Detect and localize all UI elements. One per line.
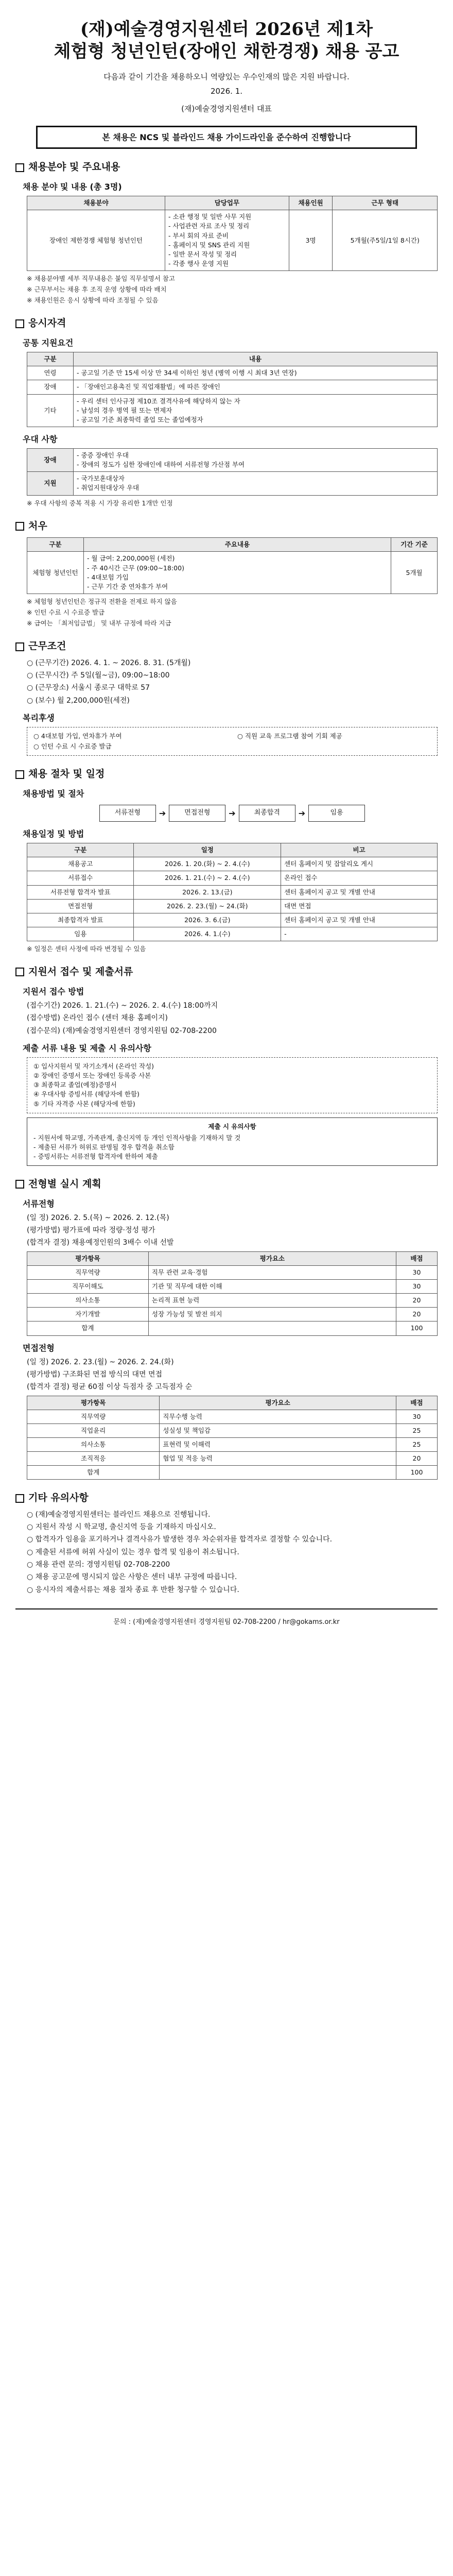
table-cell: 20 [396,1308,438,1321]
note: ※ 급여는 「최저임금법」 및 내부 규정에 따라 지급 [27,619,171,628]
table-cell: - 월 급여: 2,200,000원 (세전) - 주 40시간 근무 (09:00~18:00) - 4대보험 가입 - 근무 기간 중 연차휴가 부여 [84,552,391,594]
table-cell: - 공고일 기준 만 15세 이상 만 34세 이하인 청년 (병역 이행 시 최대 3년 연장) [74,366,438,380]
note: ※ 일정은 센터 사정에 따라 변경될 수 있음 [27,945,146,953]
table-cell-field: 장애인 제한경쟁 체험형 청년인턴 [27,210,165,271]
table-row [27,1321,438,1335]
section-heading-7: 기타 유의사항 [15,1491,438,1505]
table-cell: 의사소통 [27,1294,149,1308]
schedule-table [27,843,438,941]
table-cell: 2026. 3. 6.(금) [134,913,281,927]
footer-contact: 문의 : (재)예술경영지원센터 경영지원팀 02-708-2200 / hr@gokams.or.kr [113,1618,340,1626]
table-header: 내용 [74,352,438,366]
table-cell: 직무수행 능력 [160,1410,396,1423]
footer [15,1608,438,1628]
table-cell: 직무 관련 교육·경험 [148,1265,396,1279]
table-cell: 30 [396,1265,438,1279]
table-cell: 2026. 2. 23.(월) ~ 24.(화) [134,899,281,913]
table-cell: 직무역량 [27,1410,160,1423]
table-cell: 지원 [27,472,74,495]
table-cell: - 중증 장애인 우대 - 장애의 정도가 심한 장애인에 대하여 서류전형 가산점 부여 [74,449,438,472]
table-cell: 25 [396,1437,438,1451]
table-header: 채용인원 [289,196,333,210]
section-heading-work-conditions: 근무조건 [15,639,438,654]
table-cell-type: 5개월(주5일/1일 8시간) [333,210,438,271]
table-cell: 센터 홈페이지 공고 및 개별 안내 [281,885,438,899]
table-cell: 100 [396,1466,438,1480]
table-header: 근무 형태 [333,196,438,210]
table-header: 구분 [27,843,134,857]
duty-item: - 사업관련 자료 조사 및 정리 [168,222,250,230]
arrow-right-icon: ➔ [159,808,166,818]
table-row [27,913,438,927]
square-bullet-icon [15,319,24,328]
document-item: ④ 우대사항 증빙서류 (해당자에 한함) [33,1090,140,1098]
application-info: (접수기간) 2026. 1. 21.(수) ~ 2026. 2. 4.(수) 18:00까지 [27,1001,218,1010]
subheading: 복리후생 [23,713,55,723]
subheading: 채용 분야 및 내용 (총 3명) [23,181,122,192]
table-cell: 25 [396,1423,438,1437]
table-row [27,927,438,941]
table-row [27,1466,438,1480]
subheading: 채용일정 및 방법 [23,829,84,839]
square-bullet-icon [15,968,24,976]
table-header: 구분 [27,352,74,366]
table-cell: 장애 [27,449,74,472]
duty-item: - 홈페이지 및 SNS 관리 지원 [168,241,250,249]
table-cell: 2026. 1. 20.(화) ~ 2. 4.(수) [134,857,281,871]
table-cell-count: 3명 [289,210,333,271]
note: ※ 인턴 수료 시 수료증 발급 [27,608,105,617]
interview-info: (일 정) 2026. 2. 23.(월) ~ 2026. 2. 24.(화) [27,1358,174,1366]
table-row [27,1308,438,1321]
table-cell: 성실성 및 책임감 [160,1423,396,1437]
table-header: 비고 [281,843,438,857]
table-cell: 채용공고 [27,857,134,871]
interview-info: (합격자 결정) 평균 60점 이상 득점자 중 고득점자 순 [27,1383,193,1392]
screening-info: (평가방법) 평가표에 따라 정량·정성 평가 [27,1226,155,1235]
square-bullet-icon [15,642,24,651]
work-condition-item: ○ (근무장소) 서울시 종로구 대학로 57 [27,684,150,692]
arrow-right-icon: ➔ [298,808,306,818]
table-cell: 30 [396,1280,438,1294]
duty-item: - 일반 문서 작성 및 정리 [168,250,237,258]
note: ※ 체험형 청년인턴은 정규직 전환을 전제로 하지 않음 [27,597,177,605]
note: ※ 채용분야별 세부 직무내용은 붙임 직무설명서 참고 [27,275,175,283]
table-row [27,885,438,899]
subheading: 서류전형 [23,1198,55,1209]
table-header: 평가요소 [148,1251,396,1265]
table-cell: 최종합격자 발표 [27,913,134,927]
square-bullet-icon [15,522,24,531]
other-note: ○ (재)예술경영지원센터는 블라인드 채용으로 진행됩니다. [27,1510,211,1519]
table-cell: 의사소통 [27,1437,160,1451]
table-cell: - 「장애인고용촉진 및 직업재활법」에 따른 장애인 [74,380,438,394]
document-item: ⑤ 기타 자격증 사본 (해당자에 한함) [33,1099,135,1108]
table-cell: 5개월 [391,552,438,594]
benefits-box [27,727,438,756]
table-header: 구분 [27,538,84,552]
table-cell: 2026. 1. 21.(수) ~ 2. 4.(수) [134,871,281,885]
table-cell: 서류전형 합격자 발표 [27,885,134,899]
table-cell: 조직적응 [27,1452,160,1466]
table-cell: 센터 홈페이지 및 잡알리오 게시 [281,857,438,871]
table-cell: 표현력 및 이해력 [160,1437,396,1451]
title-line-1: (재)예술경영지원센터 2026년 제1차 [80,19,373,40]
other-note: ○ 응시자의 제출서류는 채용 절차 종료 후 반환 청구할 수 있습니다. [27,1585,239,1594]
flow-step: 면접전형 [169,805,225,822]
table-row [27,899,438,913]
duty-item: - 부서 회의 자료 준비 [168,231,229,240]
table-cell: 연령 [27,366,74,380]
other-note: ○ 합격자가 임용을 포기하거나 결격사유가 발생한 경우 차순위자를 합격자로 결정할 수 있습니다. [27,1535,333,1544]
flow-step: 임용 [308,805,365,822]
interview-info: (평가방법) 구조화된 면접 방식의 대면 면접 [27,1370,163,1379]
table-header: 기간 기준 [391,538,438,552]
work-condition-item: ○ (보수) 월 2,200,000원(세전) [27,696,130,705]
table-cell: 기타 [27,394,74,427]
table-cell: 직무이해도 [27,1280,149,1294]
document-item: ① 입사지원서 및 자기소개서 (온라인 작성) [33,1062,154,1071]
section-heading-2: 응시자격 [15,316,438,331]
square-bullet-icon [15,163,24,172]
application-info: (접수문의) (재)예술경영지원센터 경영지원팀 02-708-2200 [27,1026,217,1035]
table-cell: 협업 및 적응 능력 [160,1452,396,1466]
table-header: 평가항목 [27,1251,149,1265]
table-cell: 30 [396,1410,438,1423]
section-heading-5: 지원서 접수 및 제출서류 [15,965,438,979]
square-bullet-icon [15,1494,24,1503]
ncs-notice-box: 본 채용은 NCS 및 블라인드 채용 가이드라인을 준수하여 진행합니다 [36,126,417,149]
table-cell: 직업윤리 [27,1423,160,1437]
compensation-table [27,537,438,594]
table-cell: 장애 [27,380,74,394]
table-header: 평가항목 [27,1396,160,1410]
documents-box [27,1057,438,1113]
table-cell: 100 [396,1321,438,1335]
screening-info: (일 정) 2026. 2. 5.(목) ~ 2026. 2. 12.(목) [27,1213,169,1222]
subheading: 채용방법 및 절차 [23,788,84,799]
table-row [27,1265,438,1279]
table-cell: 임용 [27,927,134,941]
document-screening-table [27,1251,438,1336]
table-header: 배점 [396,1251,438,1265]
table-cell [160,1466,396,1480]
table-cell: 체험형 청년인턴 [27,552,84,594]
table-cell: 성장 가능성 및 발전 의지 [148,1308,396,1321]
document-item: ② 장애인 증명서 또는 장애인 등록증 사본 [33,1072,151,1080]
square-bullet-icon [15,770,24,779]
work-condition-item: ○ (근무기간) 2026. 4. 1. ~ 2026. 8. 31. (5개월) [27,658,191,667]
section-heading-3: 처우 [15,519,438,534]
table-cell: 직무역량 [27,1265,149,1279]
table-cell: 2026. 4. 1.(수) [134,927,281,941]
table-header: 담당업무 [165,196,289,210]
table-cell: 자기개발 [27,1308,149,1321]
table-cell: 논리적 표현 능력 [148,1294,396,1308]
table-row [27,1452,438,1466]
table-row [27,1294,438,1308]
other-note: ○ 지원서 작성 시 학교명, 출신지역 등을 기재하지 마십시오. [27,1523,216,1532]
interview-table [27,1396,438,1480]
application-info: (접수방법) 온라인 접수 (센터 채용 홈페이지) [27,1014,168,1023]
duty-item: - 각종 행사 운영 지원 [168,259,229,267]
notice-date: 2026. 1. [210,86,243,96]
table-cell: 면접전형 [27,899,134,913]
document-item: ③ 최종학교 졸업(예정)증명서 [33,1081,117,1089]
submission-caution-box [27,1117,438,1166]
other-note: ○ 채용 관련 문의: 경영지원팀 02-708-2200 [27,1561,170,1569]
table-cell [148,1321,396,1335]
table-row [27,857,438,871]
table-row [27,1423,438,1437]
title-line-2: 체험형 청년인턴(장애인 채한경쟁) 채용 공고 [54,41,399,62]
screening-info: (합격자 결정) 채용예정인원의 3배수 이내 선발 [27,1239,174,1247]
other-note: ○ 제출된 서류에 허위 사실이 있는 경우 합격 및 임용이 취소됩니다. [27,1548,239,1556]
table-cell: 대면 면접 [281,899,438,913]
subheading: 우대 사항 [23,434,58,444]
table-header: 채용분야 [27,196,165,210]
caution-item: - 증빙서류는 서류전형 합격자에 한하여 제출 [33,1153,158,1161]
eligibility-table [27,352,438,427]
table-cell: 20 [396,1294,438,1308]
recruitment-field-table [27,196,438,271]
organization-name: (재)예술경영지원센터 대표 [181,104,272,113]
table-cell: 합계 [27,1321,149,1335]
table-row [27,1280,438,1294]
table-cell: 20 [396,1452,438,1466]
section-heading-4: 채용 절차 및 일정 [15,767,438,782]
note: ※ 우대 사항의 중복 적용 시 가장 유리한 1개만 인정 [27,499,173,507]
note: ※ 채용인원은 응시 상황에 따라 조정될 수 있음 [27,296,159,304]
section-heading-6: 전형별 실시 계획 [15,1177,438,1192]
table-cell: - [281,927,438,941]
table-header: 배점 [396,1396,438,1410]
table-header: 평가요소 [160,1396,396,1410]
caution-item: - 제출된 서류가 허위로 판명될 경우 합격을 취소함 [33,1143,175,1151]
table-cell-duties [165,210,289,271]
process-flow [27,805,438,822]
note: ※ 근무부서는 채용 후 조직 운영 상황에 따라 배치 [27,285,167,294]
section-heading-1: 채용분야 및 주요내용 [15,160,438,175]
caution-heading: 제출 시 유의사항 [208,1122,256,1130]
subheading: 면접전형 [23,1343,55,1353]
square-bullet-icon [15,1180,24,1189]
subheading: 공통 지원요건 [23,337,74,348]
table-cell: 센터 홈페이지 공고 및 개별 안내 [281,913,438,927]
table-row [27,1437,438,1451]
table-cell: - 국가보훈대상자 - 취업지원대상자 우대 [74,472,438,495]
table-header: 일정 [134,843,281,857]
table-cell: 합계 [27,1466,160,1480]
table-row [27,1410,438,1423]
table-cell: 기관 및 직무에 대한 이해 [148,1280,396,1294]
benefit-item: ○ 직원 교육 프로그램 참여 기회 제공 [237,732,342,740]
intro-text: 다음과 같이 기간을 채용하오니 역량있는 우수인재의 많은 지원 바랍니다. [103,72,350,81]
table-cell: - 우리 센터 인사규정 제10조 결격사유에 해당하지 않는 자 - 남성의 경우 병역 필 또는 면제자 - 공고일 기준 최종학력 졸업 또는 졸업예정자 [74,394,438,427]
benefit-item: ○ 인턴 수료 시 수료증 발급 [33,742,112,751]
table-cell: 2026. 2. 13.(금) [134,885,281,899]
benefit-item: ○ 4대보험 가입, 연차휴가 부여 [33,732,122,740]
flow-step: 최종합격 [239,805,295,822]
page-title [15,19,438,62]
subheading: 제출 서류 내용 및 제출 시 유의사항 [23,1043,151,1053]
duty-item: - 소관 행정 및 일반 사무 지원 [168,213,252,221]
table-cell: 온라인 접수 [281,871,438,885]
table-row [27,871,438,885]
preference-table [27,448,438,496]
other-note: ○ 채용 공고문에 명시되지 않은 사항은 센터 내부 규정에 따릅니다. [27,1573,237,1582]
arrow-right-icon: ➔ [229,808,236,818]
flow-step: 서류전형 [99,805,156,822]
work-condition-item: ○ (근무시간) 주 5일(월~금), 09:00~18:00 [27,671,170,680]
table-header: 주요내용 [84,538,391,552]
subheading: 지원서 접수 방법 [23,986,84,996]
table-cell: 서류접수 [27,871,134,885]
caution-item: - 지원서에 학교명, 가족관계, 출신지역 등 개인 인적사항을 기재하지 말 것 [33,1133,241,1142]
